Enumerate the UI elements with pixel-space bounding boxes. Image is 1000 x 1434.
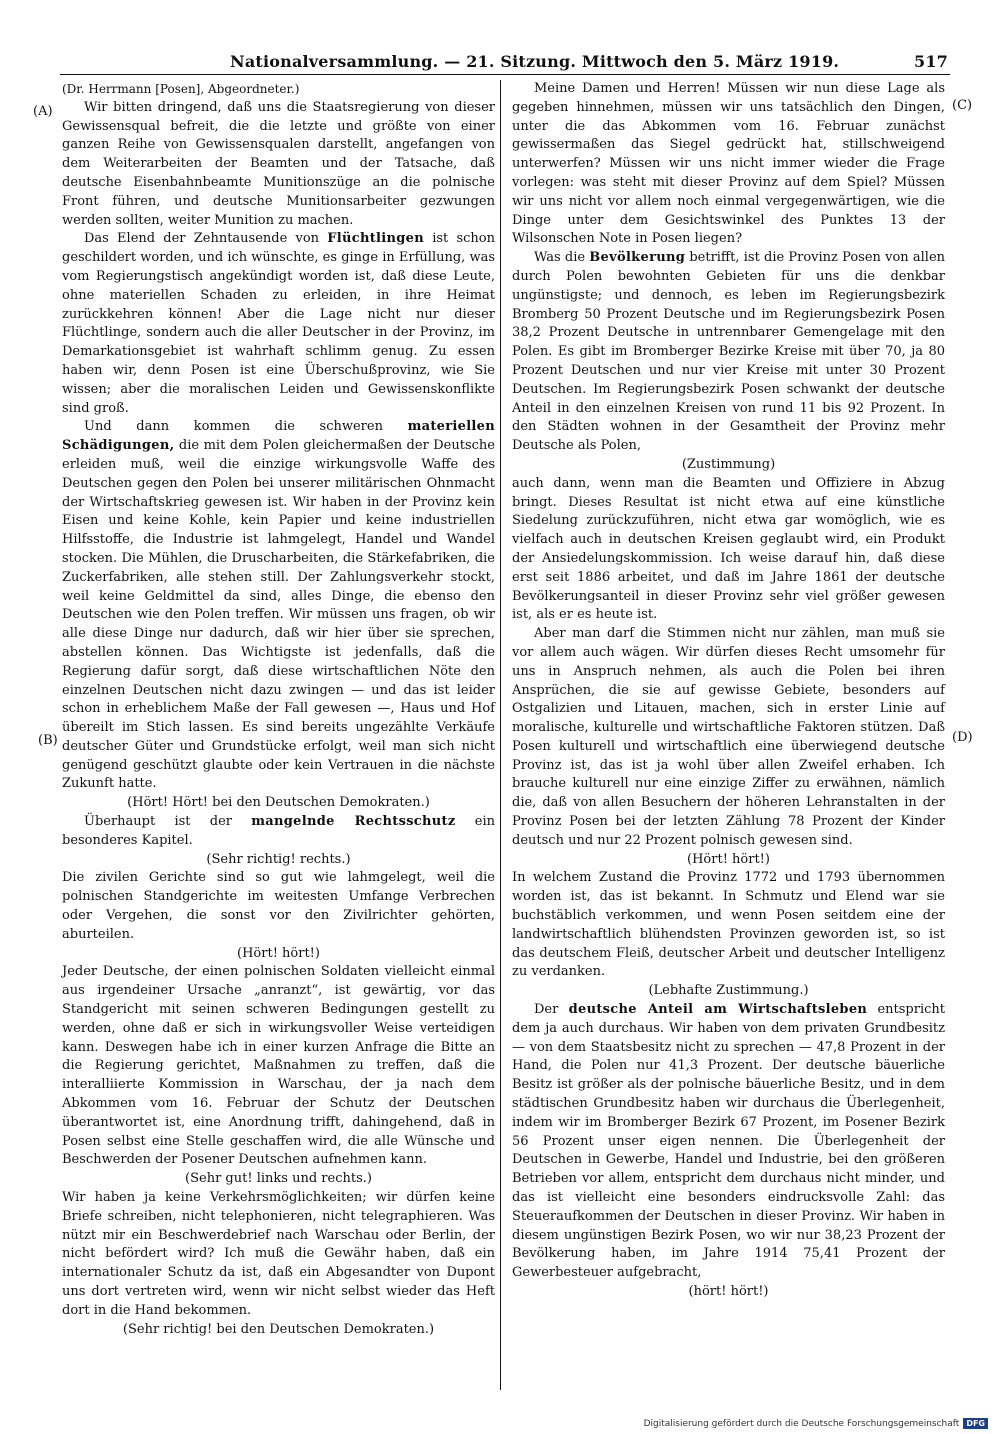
speaker-line: (Dr. Herrmann [Posen], Abgeordneter.)	[62, 82, 300, 96]
margin-marker-a: (A)	[33, 104, 53, 119]
paragraph: Meine Damen und Herren! Müssen wir nun diese Lage als gegeben hinnehmen, müssen wir uns tatsächlich den Dingen, unter die das Abkommen vom 16. Februar zunächst gewissermaßen das Siegel gedrückt hat, stillschweigend unterwerfen? Müssen wir uns nicht immer wieder die Frage vorlegen: was steht mit dieser Provinz auf dem Spiel? Müssen wir uns nicht vor allem noch einmal vergegenwärtigen, wie die Dinge unter dem Gesichtswinkel des Punktes 13 der Wilsonschen Note in Posen liegen?	[512, 81, 945, 247]
paragraph: auch dann, wenn man die Beamten und Offiziere in Abzug bringt. Dieses Resultat ist nicht etwa auf eine künstliche Siedelung zurückzuführen, nicht etwa gar womöglich, wie es vielfach auch in deutschen Kreisen geglaubt wird, ein Produkt der Ansiedelungskommission. Ich weise darauf hin, daß diese erst seit 1886 arbeitet, und daß im Jahre 1861 der deutsche Bevölkerungsanteil in dieser Provinz sehr viel größer gewesen ist, als er es heute ist.	[512, 475, 945, 623]
interjection: (Sehr richtig! bei den Deutschen Demokraten.)	[122, 1321, 435, 1337]
margin-marker-d: (D)	[952, 730, 973, 745]
interjection: (Hört! Hört! bei den Deutschen Demokraten.)	[127, 795, 430, 811]
emphasis: mangelnde Rechtsschutz	[251, 814, 456, 830]
right-column	[512, 80, 945, 1302]
page-header	[60, 50, 950, 75]
paragraph: In welchem Zustand die Provinz 1772 und 1793 übernommen worden ist, das ist bekannt. In Schmutz und Elend war sie buchstäblich verkommen, und wenn Posen seitdem eine der landwirtschaftlich blühendsten Provinzen geworden ist, so ist das deutschem Fleiß, deutscher Arbeit und deutscher Intelligenz zu verdanken.	[512, 870, 945, 980]
paragraph: Wir bitten dringend, daß uns die Staatsregierung von dieser Gewissensqual befreit, die die letzte und größte von einer ganzen Reihe von Gewissensqualen darstellt, angefangen von dem Weiterarbeiten der Beamten und der Tatsache, daß deutsche Eisenbahnbeamte Munitionszüge an die polnische Front führen, und deutsche Munitionsarbeiter gezwungen werden sollten, weiter Munition zu machen.	[62, 99, 495, 228]
digitization-credit	[644, 1418, 988, 1429]
interjection: (Hört! hört!)	[687, 851, 770, 867]
paragraph: Was die Bevölkerung betrifft, ist die Provinz Posen von allen durch Polen bewohnten Gebieten für uns die denkbar ungünstigste; und dennoch, es leben im Regierungsbezirk Bromberg 50 Prozent Deutsche und im Regierungsbezirk Posen 38,2 Prozent Deutsche in untrennbarer Gemengelage mit den Polen. Es gibt im Bromberger Bezirke Kreise mit über 70, ja 80 Prozent Deutschen und nur vier Kreise mit unter 30 Prozent Deutschen. Im Regierungsbezirk Posen schwankt der deutsche Anteil in den einzelnen Kreisen von rund 11 bis 92 Prozent. In den Städten wohnen in der Gesamtheit der Provinz mehr Deutsche als Polen,	[512, 250, 946, 454]
paragraph: Der deutsche Anteil am Wirtschaftsleben entspricht dem ja auch durchaus. Wir haben von dem privaten Grundbesitz — von dem Staatsbesitz nicht zu sprechen — 47,8 Prozent in der Hand, die Polen nur 41,3 Prozent. Der deutsche bäuerliche Besitz ist größer als der polnische bäuerliche Besitz, und in dem städtischen Grundbesitz haben wir durchaus die Überlegenheit, indem wir im Bromberger Bezirk 67 Prozent, im Posener Bezirk 56 Prozent unser eigen nennen. Die Überlegenheit der Deutschen in Gewerbe, Handel und Industrie, bei den größeren Betrieben vor allem, entspricht dem durchaus nicht minder, und das ist vielleicht eine besonders eindrucksvolle Zahl: das Steueraufkommen der Deutschen in dieser Provinz. Wir haben in diesem ungünstigen Bezirk Posen, wo wir nur 38,23 Prozent der Bevölkerung haben, im Jahre 1914 75,41 Prozent der Gewerbesteuer aufgebracht,	[512, 1002, 946, 1281]
page-title: Nationalversammlung. — 21. Sitzung. Mittwoch den 5. März 1919.	[230, 52, 840, 71]
margin-marker-c: (C)	[952, 98, 973, 113]
paragraph: Überhaupt ist der mangelnde Rechtsschutz ein besonderes Kapitel.	[62, 814, 495, 848]
interjection: (Sehr gut! links und rechts.)	[185, 1171, 372, 1187]
page-number: 517	[914, 52, 948, 71]
column-divider	[500, 80, 501, 1390]
paragraph: Wir haben ja keine Verkehrsmöglichkeiten; wir dürfen keine Briefe schreiben, nicht telephonieren, nicht telegraphieren. Was nützt mir ein Beschwerdebrief nach Warschau oder Berlin, der nicht befördert wird? Ich muß die Gewähr haben, daß ein internationaler Schutz da ist, daß ein Abgesandter von Dupont uns dort vertreten wird, wenn wir nicht selbst wieder das Heft dort in die Hand bekommen.	[62, 1190, 495, 1318]
paragraph: Das Elend der Zehntausende von Flüchtlingen ist schon geschildert worden, und ich wünschte, es ginge in Erfüllung, was vom Regierungstisch angekündigt worden ist, daß diese Leute, ohne materiellen Schaden zu erleiden, in ihre Heimat zurückkehren können! Aber die Lage nicht nur dieser Flüchtlinge, sondern auch die aller Deutscher in der Provinz, im Demarkationsgebiet ist wahrhaft schlimm genug. Zu essen haben wir, denn Posen ist eine Überschußprovinz, wie Sie wissen; aber die moralischen Leiden und Gewissenskonflikte sind groß.	[62, 231, 495, 416]
interjection: (Sehr richtig! rechts.)	[206, 851, 351, 867]
emphasis: deutsche Anteil am Wirtschaftsleben	[568, 1002, 868, 1018]
interjection: (Zustimmung)	[681, 456, 776, 472]
emphasis: materiellen Schädigungen,	[62, 419, 495, 454]
interjection: (hört! hört!)	[688, 1284, 769, 1299]
paragraph: Und dann kommen die schweren materiellen Schädigungen, die mit dem Polen gleichermaßen der Deutsche erleiden muß, weil die einzige wirkungsvolle Waffe des Deutschen gegen den Polen bei unserer militärischen Ohnmacht der Wirtschaftskrieg gewesen ist. Wir haben in der Provinz kein Eisen und keine Kohle, kein Papier und keine industriellen Hilfsstoffe, die Industrie ist lahmgelegt, Handel und Wandel stocken. Die Mühlen, die Druscharbeiten, die Stärkefabriken, die Zuckerfabriken, alle stehen still. Der Zahlungsverkehr stockt, weil keine Geldmittel da sind, alles Dinge, die ebenso den Deutschen wie den Polen treffen. Wir müssen uns fragen, ob wir alle diese Dinge nur dadurch, daß wir hier über sie sprechen, abstellen können. Das Wichtigste ist jedenfalls, daß die Regierung dafür sorgt, daß diese wirtschaftlichen Nöte den einzelnen Deutschen nicht dazu zwingen — und das ist leider schon in erheblichem Maße der Fall gewesen —, Haus und Hof übereilt im Stich lassen. Es sind bereits ungezählte Verkäufe deutscher Güter und Grundstücke erfolgt, weil man sich nicht genügend geschützt glaubte oder kein Vertrauen in die nächste Zukunft hatte.	[62, 419, 495, 792]
credit-text: Digitalisierung gefördert durch die Deutsche Forschungsgemeinschaft	[643, 1418, 960, 1429]
paragraph: Die zivilen Gerichte sind so gut wie lahmgelegt, weil die polnischen Standgerichte im weitesten Umfange Verbrechen oder Vergehen, die sonst vor den Zivilrichter gehörten, aburteilen.	[62, 870, 495, 942]
margin-marker-b: (B)	[38, 733, 58, 748]
left-column	[62, 80, 495, 1339]
paragraph: Aber man darf die Stimmen nicht nur zählen, man muß sie vor allem auch wägen. Wir dürfen dieses Recht umsomehr für uns in Anspruch nehmen, als auch die Polen bei ihren Ansprüchen, die sie auf gewisse Gebiete, besonders auf Ostgalizien und Litauen, machen, sich in erster Linie auf moralische, kulturelle und wirtschaftliche Faktoren stützen. Daß Posen kulturell und wirtschaftlich eine überwiegend deutsche Provinz ist, das ist ja wohl über allen Zweifel erhaben. Ich brauche kulturell nur eine einzige Ziffer zu erwähnen, nämlich die, daß von allen Besuchern der höheren Lehranstalten in der Provinz Posen bei der letzten Zählung 78 Prozent der Kinder deutsch und nur 22 Prozent polnisch gewesen sind.	[512, 626, 945, 848]
paragraph: Jeder Deutsche, der einen polnischen Soldaten vielleicht einmal aus irgendeiner Ursache „anranzt“, ist gewärtig, vor das Standgericht mit seinen schweren Bedingungen gestellt zu werden, ohne daß er sich in wirkungsvoller Weise verteidigen kann. Deswegen habe ich in einer kurzen Anfrage die Bitte an die Regierung gerichtet, Maßnahmen zu treffen, daß die interalliierte Kommission in Warschau, der ja nach dem Abkommen vom 16. Februar der Schutz der Deutschen überantwortet ist, eine Anordnung trifft, dahingehend, daß in Posen selbst eine Stelle geschaffen wird, die alle Wünsche und Beschwerden der Posener Deutschen aufnehmen kann.	[62, 964, 495, 1168]
emphasis: Flüchtlingen	[327, 231, 424, 247]
dfg-logo: DFG	[963, 1418, 988, 1429]
interjection: (Lebhafte Zustimmung.)	[648, 983, 809, 999]
interjection: (Hört! hört!)	[237, 945, 320, 961]
emphasis: Bevölkerung	[589, 250, 686, 266]
